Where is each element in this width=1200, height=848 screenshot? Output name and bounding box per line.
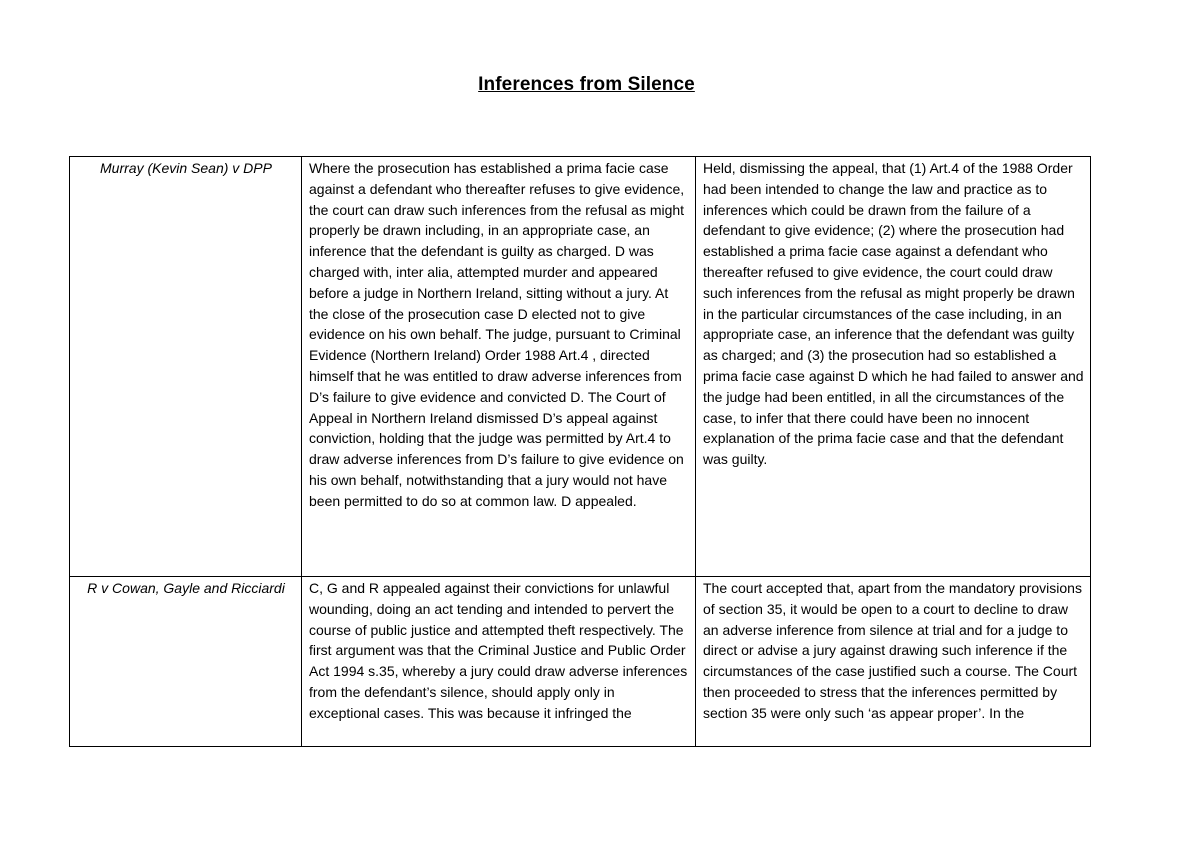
document-title: Inferences from Silence (478, 74, 695, 95)
case-name-cell: R v Cowan, Gayle and Ricciardi (70, 577, 302, 747)
cases-table (69, 156, 1091, 747)
table-row (70, 577, 1091, 747)
case-facts-cell: C, G and R appealed against their convictions for unlawful wounding, doing an act tending and intended to pervert the course of public justice and attempted theft respectively. The first argument was that the Criminal Justice and Public Order Act 1994 s.35, whereby a jury could draw adverse inferences from the defendant’s silence, should apply only in exceptional cases. This was because it infringed the (302, 577, 696, 747)
case-name-cell: Murray (Kevin Sean) v DPP (70, 157, 302, 577)
case-held-cell: The court accepted that, apart from the mandatory provisions of section 35, it would be open to a court to decline to draw an adverse inference from silence at trial and for a judge to direct or advise a jury against drawing such inference if the circumstances of the case justified such a course. The Court then proceeded to stress that the inferences permitted by section 35 were only such ‘as appear proper’. In the (696, 577, 1091, 747)
case-facts-cell: Where the prosecution has established a prima facie case against a defendant who thereafter refuses to give evidence, the court can draw such inferences from the refusal as might properly be drawn including, in an appropriate case, an inference that the defendant is guilty as charged. D was charged with, inter alia, attempted murder and appeared before a judge in Northern Ireland, sitting without a jury. At the close of the prosecution case D elected not to give evidence on his own behalf. The judge, pursuant to Criminal Evidence (Northern Ireland) Order 1988 Art.4 , directed himself that he was entitled to draw adverse inferences from D’s failure to give evidence and convicted D. The Court of Appeal in Northern Ireland dismissed D’s appeal against conviction, holding that the judge was permitted by Art.4 to draw adverse inferences from D’s failure to give evidence on his own behalf, notwithstanding that a jury would not have been permitted to do so at common law. D appealed. (302, 157, 696, 577)
table-row (70, 157, 1091, 577)
case-held-cell: Held, dismissing the appeal, that (1) Art.4 of the 1988 Order had been intended to change the law and practice as to inferences which could be drawn from the failure of a defendant to give evidence; (2) where the prosecution had established a prima facie case against a defendant who thereafter refused to give evidence, the court could draw such inferences from the refusal as might properly be drawn in the particular circumstances of the case including, in an appropriate case, an inference that the defendant was guilty as charged; and (3) the prosecution had so established a prima facie case against D which he had failed to answer and the judge had been entitled, in all the circumstances of the case, to infer that there could have been no innocent explanation of the prima facie case and that the defendant was guilty. (696, 157, 1091, 577)
